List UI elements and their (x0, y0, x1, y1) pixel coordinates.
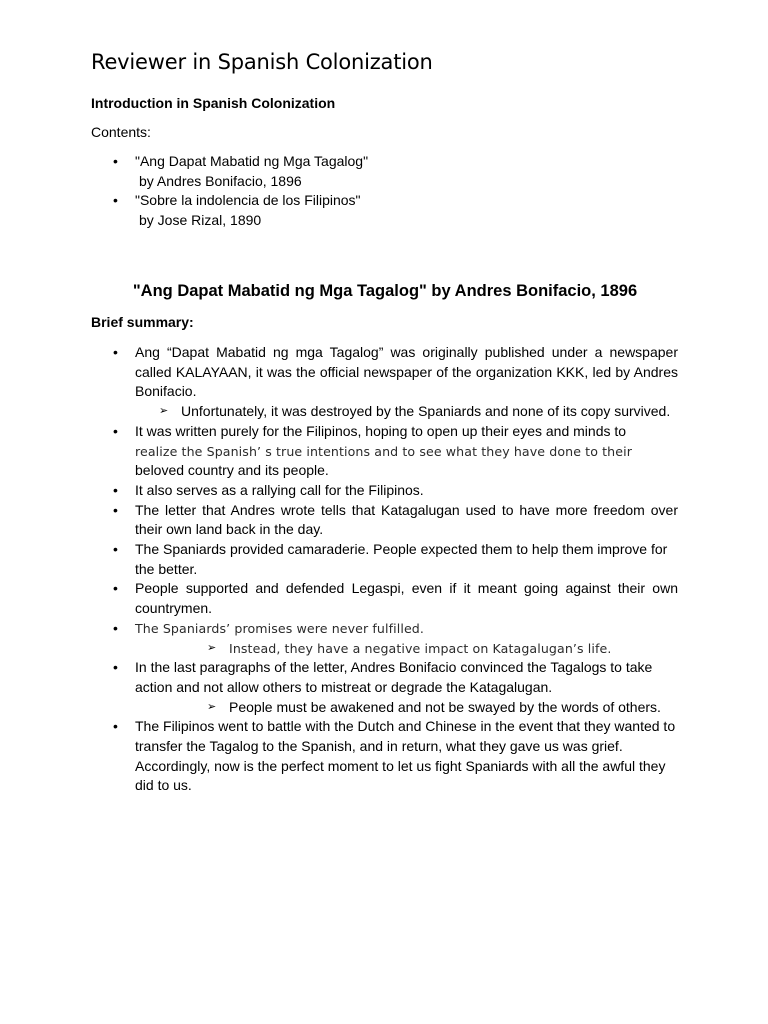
bullet-icon: • (113, 422, 118, 439)
summary-point (113, 619, 678, 658)
bullet-icon: • (113, 501, 118, 518)
contents-item-title: "Ang Dapat Mabatid ng Mga Tagalog" (135, 153, 369, 169)
contents-label: Contents: (91, 124, 151, 140)
summary-point (113, 717, 678, 796)
bullet-icon: • (113, 718, 118, 735)
bullet-icon: • (113, 344, 118, 360)
sub-list (135, 639, 678, 659)
summary-point-text: The letter that Andres wrote tells that Katagalugan used to have more freedom over their own land back in the day. (135, 501, 678, 538)
summary-point-text: In the last paragraphs of the letter, Andres Bonifacio convinced the Tagalogs to take action and not allow others to mistreat or degrade the Katagalugan. (135, 659, 653, 695)
sub-point-text: Unfortunately, it was destroyed by the Spaniards and none of its copy survived. (181, 403, 671, 420)
sub-list (135, 402, 678, 422)
contents-item (113, 191, 613, 230)
intro-heading: Introduction in Spanish Colonization (91, 95, 336, 111)
summary-point (113, 540, 678, 579)
sub-list (135, 698, 678, 718)
summary-label: Brief summary: (91, 314, 194, 330)
bullet-icon: • (113, 153, 118, 169)
summary-point (113, 658, 678, 717)
bullet-icon: • (113, 619, 118, 636)
summary-point (113, 579, 678, 618)
bullet-icon: • (113, 580, 118, 597)
sub-point-text: Instead, they have a negative impact on Katagalugan’s life. (229, 640, 612, 656)
bullet-icon: • (113, 192, 118, 208)
document-title: Reviewer in Spanish Colonization (91, 50, 433, 74)
arrow-bullet-icon: ➢ (159, 405, 169, 418)
arrow-bullet-icon: ➢ (207, 641, 217, 654)
sub-point-text: People must be awakened and not be swayed by the words of others. (229, 698, 661, 715)
contents-item-byline: by Andres Bonifacio, 1896 (139, 172, 302, 189)
arrow-bullet-icon: ➢ (207, 700, 217, 713)
summary-point (113, 343, 678, 422)
summary-point-text: People supported and defended Legaspi, even if it meant going against their own countrymen. (135, 580, 678, 617)
summary-point-text: The Filipinos went to battle with the Dutch and Chinese in the event that they wanted to transfer the Tagalog to the Spanish, and in return, what they gave us was grief. Accordingly, now is the perfect moment to let us fight Spaniards with all the awful they did to us. (135, 718, 676, 794)
sub-point (135, 402, 678, 422)
sub-point (135, 639, 678, 659)
summary-point (113, 501, 678, 540)
contents-list (113, 152, 613, 230)
summary-point-text: Ang “Dapat Mabatid ng mga Tagalog” was originally published under a newspaper called KALAYAAN, it was the official newspaper of the organization KKK, led by Andres Bonifacio. (135, 344, 678, 400)
summary-point-text: The Spaniards provided camaraderie. People expected them to help them improve for the better. (135, 541, 668, 577)
contents-item (113, 152, 613, 191)
summary-point (113, 422, 678, 481)
section-heading (0, 280, 768, 302)
summary-point-text: It was written purely for the Filipinos, hoping to open up their eyes and minds to (135, 422, 627, 439)
summary-point-text: realize the Spanish’ s true intentions and to see what they have done to their (135, 443, 632, 459)
bullet-icon: • (113, 541, 118, 558)
bullet-icon: • (113, 659, 118, 676)
summary-point (113, 481, 678, 501)
bullet-icon: • (113, 481, 118, 498)
summary-point-text: The Spaniards’ promises were never fulfilled. (135, 620, 424, 636)
sub-point (135, 698, 678, 718)
contents-item-byline: by Jose Rizal, 1890 (139, 211, 262, 228)
summary-point-text: beloved country and its people. (135, 462, 329, 479)
section-heading-text: "Ang Dapat Mabatid ng Mga Tagalog" by Andres Bonifacio, 1896 (132, 282, 638, 300)
contents-item-title: "Sobre la indolencia de los Filipinos" (135, 192, 361, 208)
summary-point-text: It also serves as a rallying call for the Filipinos. (135, 481, 424, 498)
summary-list (113, 343, 678, 796)
